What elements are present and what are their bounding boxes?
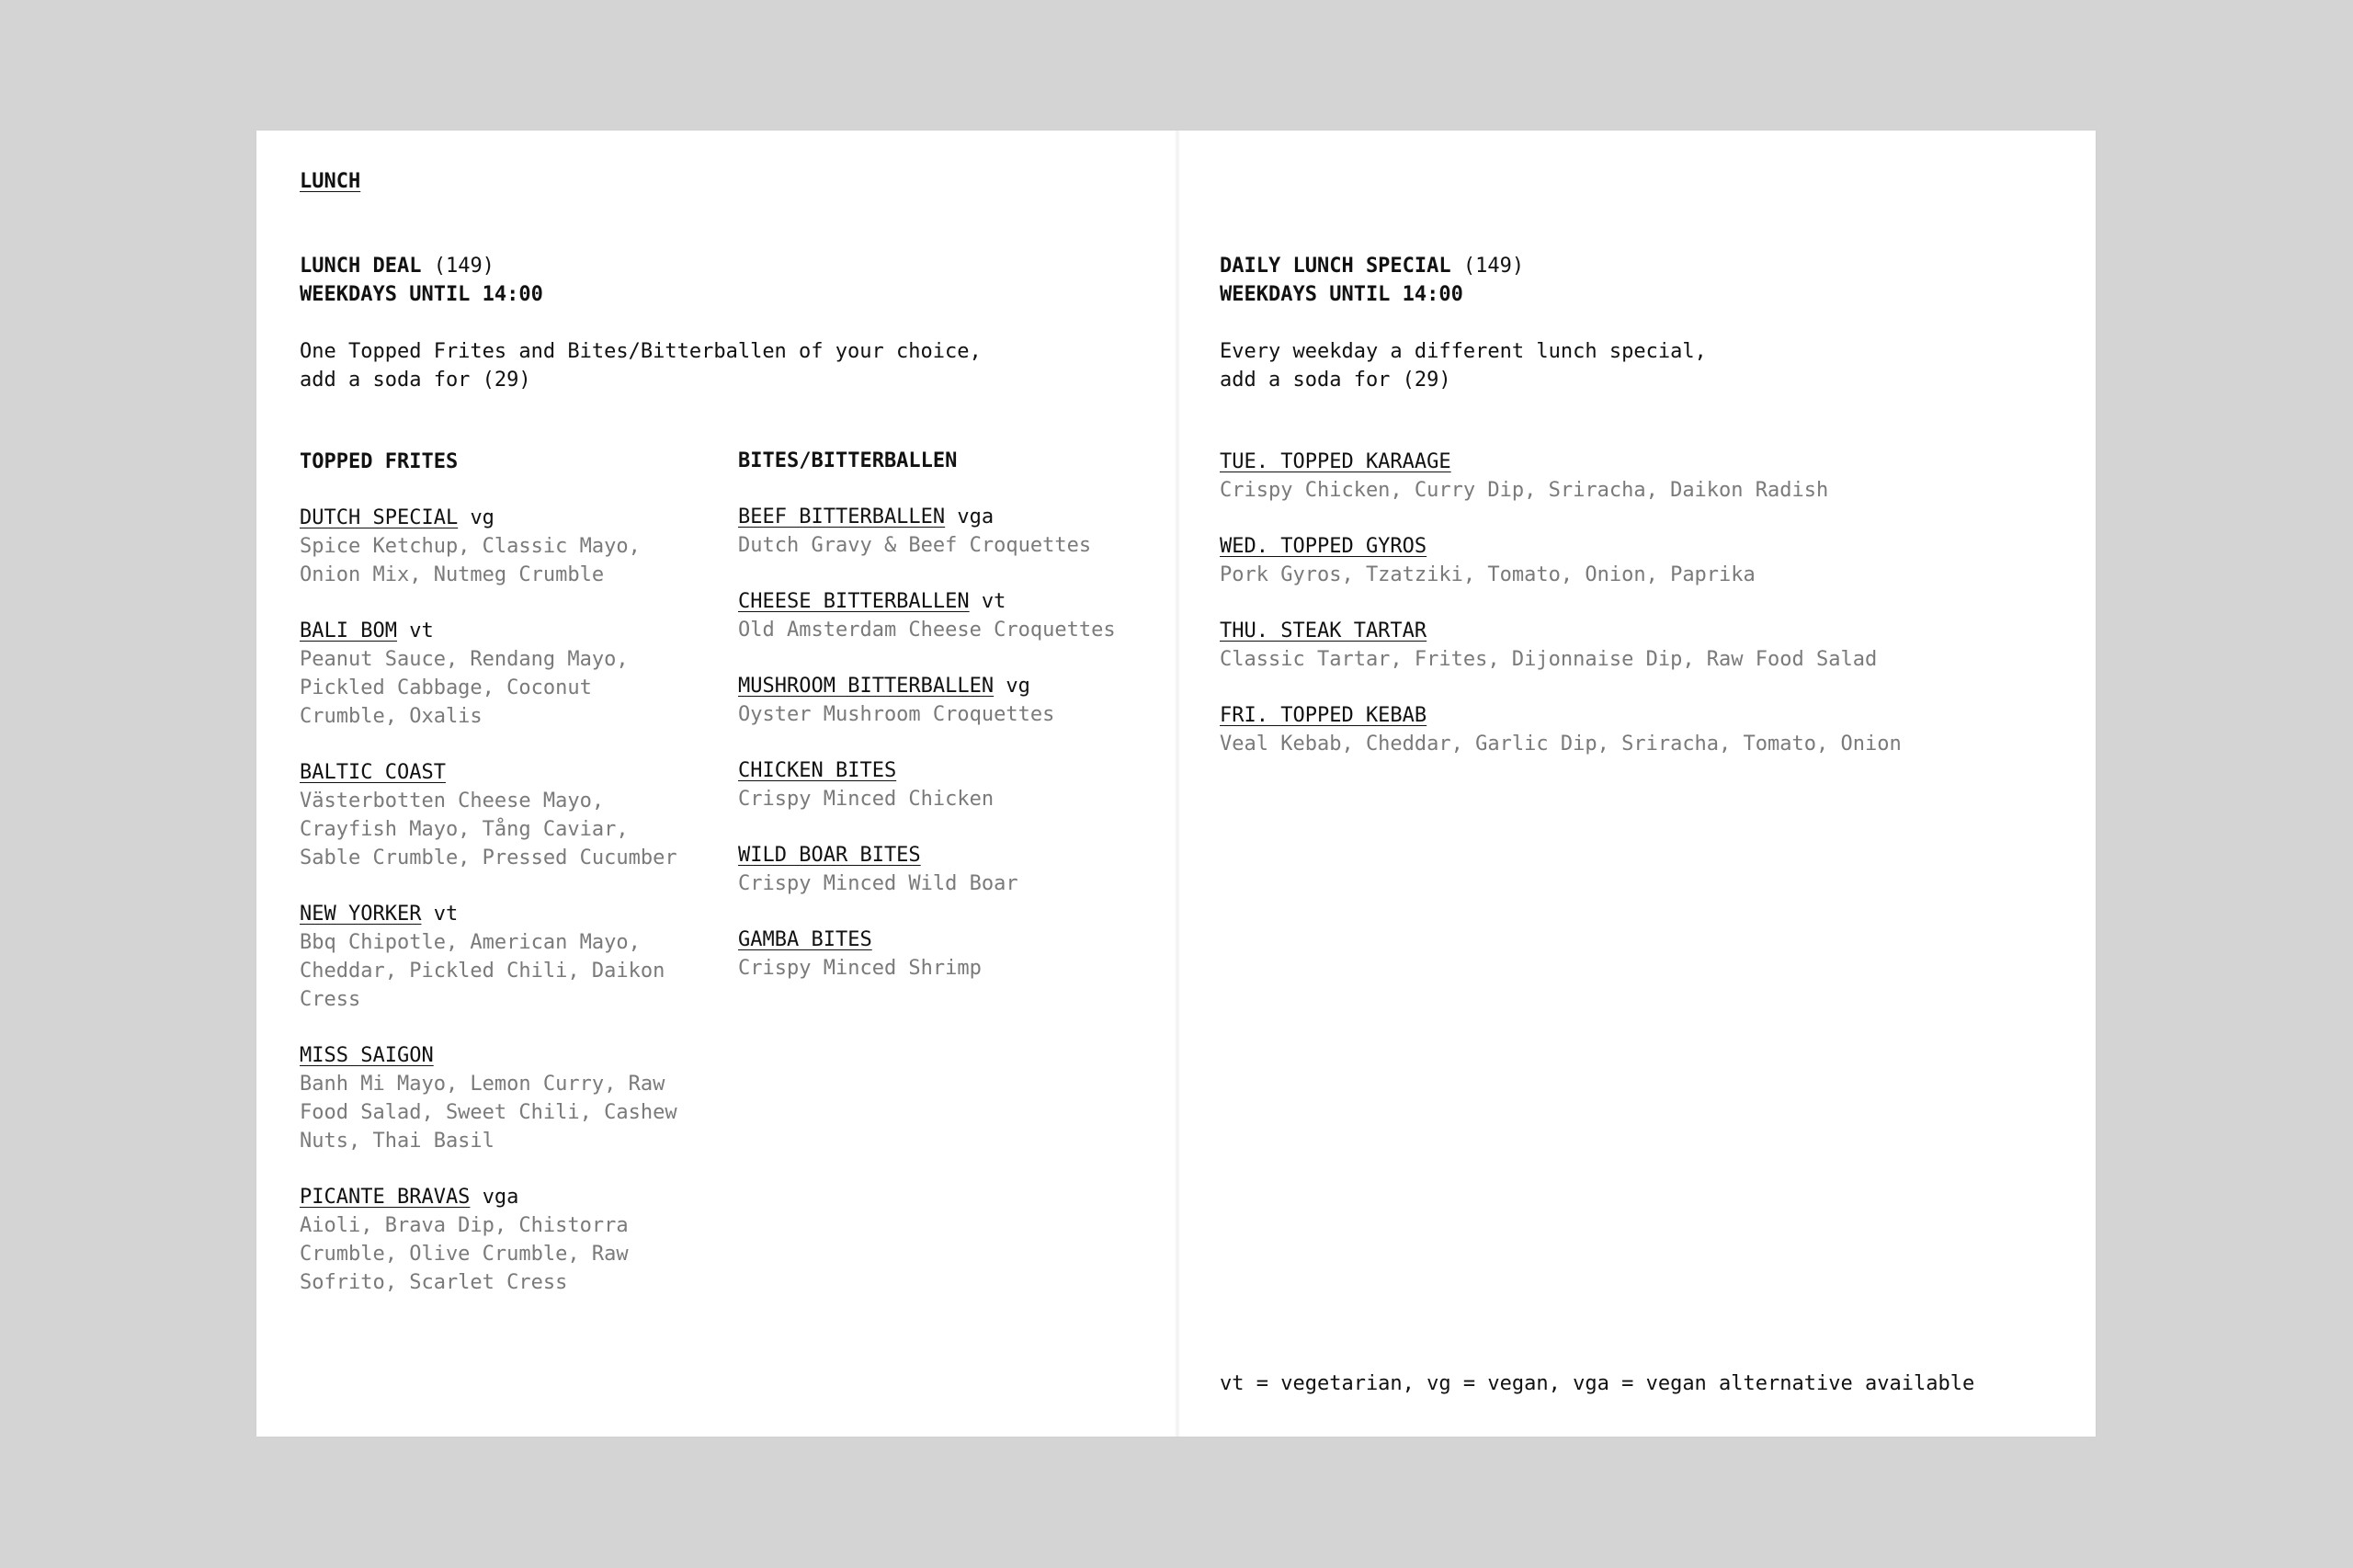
menu-item-desc: Peanut Sauce, Rendang Mayo, xyxy=(300,648,629,671)
menu-item xyxy=(300,900,704,1014)
lunch-heading: LUNCH xyxy=(300,170,361,193)
menu-item xyxy=(300,758,704,872)
menu-item-name: BALI BOM xyxy=(300,619,397,642)
list-item xyxy=(1220,617,2047,674)
menu-item-name-line xyxy=(738,587,1161,616)
topped-frites-heading: TOPPED FRITES xyxy=(300,450,459,473)
menu-item xyxy=(300,617,704,731)
menu-item-desc: Crispy Minced Shrimp xyxy=(738,957,982,980)
diet-tag: vga xyxy=(482,1186,519,1209)
menu-item-name-line xyxy=(300,617,704,645)
menu-item-name: MUSHROOM BITTERBALLEN xyxy=(738,675,995,698)
day-name: TUE. TOPPED KARAAGE xyxy=(1220,450,1451,473)
menu-item-desc: Dutch Gravy & Beef Croquettes xyxy=(738,534,1092,557)
menu-item-name-line xyxy=(738,926,1161,954)
daily-specials-list xyxy=(1220,448,2047,786)
right-page xyxy=(1220,131,2065,1437)
menu-item-desc: Cheddar, Pickled Chili, Daikon xyxy=(300,960,665,983)
menu-item xyxy=(738,926,1161,983)
daily-special-desc-2: add a soda for (29) xyxy=(1220,369,1451,392)
menu-item-name: DUTCH SPECIAL xyxy=(300,506,459,529)
day-desc: Crispy Chicken, Curry Dip, Sriracha, Daikon Radish xyxy=(1220,479,1829,502)
day-name: THU. STEAK TARTAR xyxy=(1220,619,1427,642)
bites-list xyxy=(738,503,1161,983)
menu-item-name: BEEF BITTERBALLEN xyxy=(738,506,946,528)
menu-item-name: GAMBA BITES xyxy=(738,928,872,951)
menu-item xyxy=(738,756,1161,813)
menu-item xyxy=(738,503,1161,560)
list-item xyxy=(1220,532,2047,589)
menu-item xyxy=(738,672,1161,729)
menu-item-desc: Sofrito, Scarlet Cress xyxy=(300,1271,568,1294)
menu-item xyxy=(300,1041,704,1155)
menu-item-name: CHEESE BITTERBALLEN xyxy=(738,590,970,613)
diet-tag: vt xyxy=(981,590,1006,613)
menu-item-name: PICANTE BRAVAS xyxy=(300,1186,471,1209)
menu-item-desc: Crumble, Oxalis xyxy=(300,705,483,728)
menu-item-name-line xyxy=(300,900,704,928)
daily-special-price: (149) xyxy=(1462,255,1525,278)
menu-item-name-line xyxy=(738,841,1161,869)
page-fold xyxy=(1175,131,1180,1437)
menu-item xyxy=(300,1183,704,1297)
day-desc: Veal Kebab, Cheddar, Garlic Dip, Sriracha, Tomato, Onion xyxy=(1220,733,1902,756)
menu-sheet xyxy=(256,131,2096,1437)
menu-item-name: BALTIC COAST xyxy=(300,761,446,784)
menu-item-name-line xyxy=(300,758,704,787)
bites-heading: BITES/BITTERBALLEN xyxy=(738,449,958,472)
menu-item-desc: Nuts, Thai Basil xyxy=(300,1130,494,1153)
menu-item-desc: Oyster Mushroom Croquettes xyxy=(738,703,1055,726)
left-page xyxy=(300,131,1145,1437)
lunch-deal-desc-1: One Topped Frites and Bites/Bitterballen of your choice, xyxy=(300,340,982,363)
menu-item-desc: Cress xyxy=(300,988,361,1011)
day-name: FRI. TOPPED KEBAB xyxy=(1220,704,1427,727)
menu-item-desc: Crispy Minced Chicken xyxy=(738,788,995,811)
menu-item-desc: Old Amsterdam Cheese Croquettes xyxy=(738,619,1116,642)
daily-special-title: DAILY LUNCH SPECIAL xyxy=(1220,255,1451,278)
lunch-deal-title: LUNCH DEAL xyxy=(300,255,422,278)
diet-tag: vga xyxy=(957,506,995,528)
menu-item xyxy=(300,504,704,589)
menu-item-desc: Food Salad, Sweet Chili, Cashew xyxy=(300,1101,677,1124)
lunch-deal-desc-2: add a soda for (29) xyxy=(300,369,531,392)
daily-special-hours: WEEKDAYS UNTIL 14:00 xyxy=(1220,283,1463,306)
menu-item-name: MISS SAIGON xyxy=(300,1044,434,1067)
diet-tag: vg xyxy=(1006,675,1030,698)
menu-item-name: WILD BOAR BITES xyxy=(738,844,921,867)
lunch-deal-hours: WEEKDAYS UNTIL 14:00 xyxy=(300,283,543,306)
menu-item-desc: Aioli, Brava Dip, Chistorra xyxy=(300,1214,629,1237)
menu-item-name-line xyxy=(738,672,1161,700)
menu-item-name-line xyxy=(738,756,1161,785)
menu-item xyxy=(738,841,1161,898)
lunch-deal-block xyxy=(300,252,982,394)
topped-frites-list xyxy=(300,504,704,1297)
menu-item-desc: Crispy Minced Wild Boar xyxy=(738,872,1018,895)
menu-item-name-line xyxy=(300,1183,704,1211)
menu-item-name-line xyxy=(300,504,704,532)
menu-item-desc: Onion Mix, Nutmeg Crumble xyxy=(300,563,605,586)
day-name: WED. TOPPED GYROS xyxy=(1220,535,1427,558)
menu-item-desc: Crumble, Olive Crumble, Raw xyxy=(300,1243,629,1266)
menu-item-name-line xyxy=(300,1041,704,1070)
menu-item-desc: Pickled Cabbage, Coconut xyxy=(300,676,592,699)
day-desc: Pork Gyros, Tzatziki, Tomato, Onion, Paprika xyxy=(1220,563,1756,586)
menu-item-desc: Banh Mi Mayo, Lemon Curry, Raw xyxy=(300,1073,665,1096)
menu-item-desc: Sable Crumble, Pressed Cucumber xyxy=(300,846,677,869)
menu-item-desc: Crayfish Mayo, Tång Caviar, xyxy=(300,818,629,841)
diet-tag: vt xyxy=(433,903,459,926)
daily-special-desc-1: Every weekday a different lunch special, xyxy=(1220,340,1707,363)
menu-item-name: CHICKEN BITES xyxy=(738,759,897,782)
menu-item-desc: Spice Ketchup, Classic Mayo, xyxy=(300,535,641,558)
diet-tag: vt xyxy=(409,619,434,642)
diet-legend: vt = vegetarian, vg = vegan, vga = vegan alternative available xyxy=(1220,1372,1975,1395)
menu-item-desc: Bbq Chipotle, American Mayo, xyxy=(300,931,641,954)
menu-item-desc: Västerbotten Cheese Mayo, xyxy=(300,790,605,812)
menu-item-name-line xyxy=(738,503,1161,531)
menu-item xyxy=(738,587,1161,644)
lunch-deal-price: (149) xyxy=(433,255,494,278)
day-desc: Classic Tartar, Frites, Dijonnaise Dip, Raw Food Salad xyxy=(1220,648,1878,671)
list-item xyxy=(1220,701,2047,758)
list-item xyxy=(1220,448,2047,505)
daily-special-block xyxy=(1220,252,1707,394)
topped-frites-column xyxy=(300,448,704,1324)
bites-column xyxy=(738,447,1161,1010)
diet-tag: vg xyxy=(470,506,494,529)
menu-item-name: NEW YORKER xyxy=(300,903,422,926)
